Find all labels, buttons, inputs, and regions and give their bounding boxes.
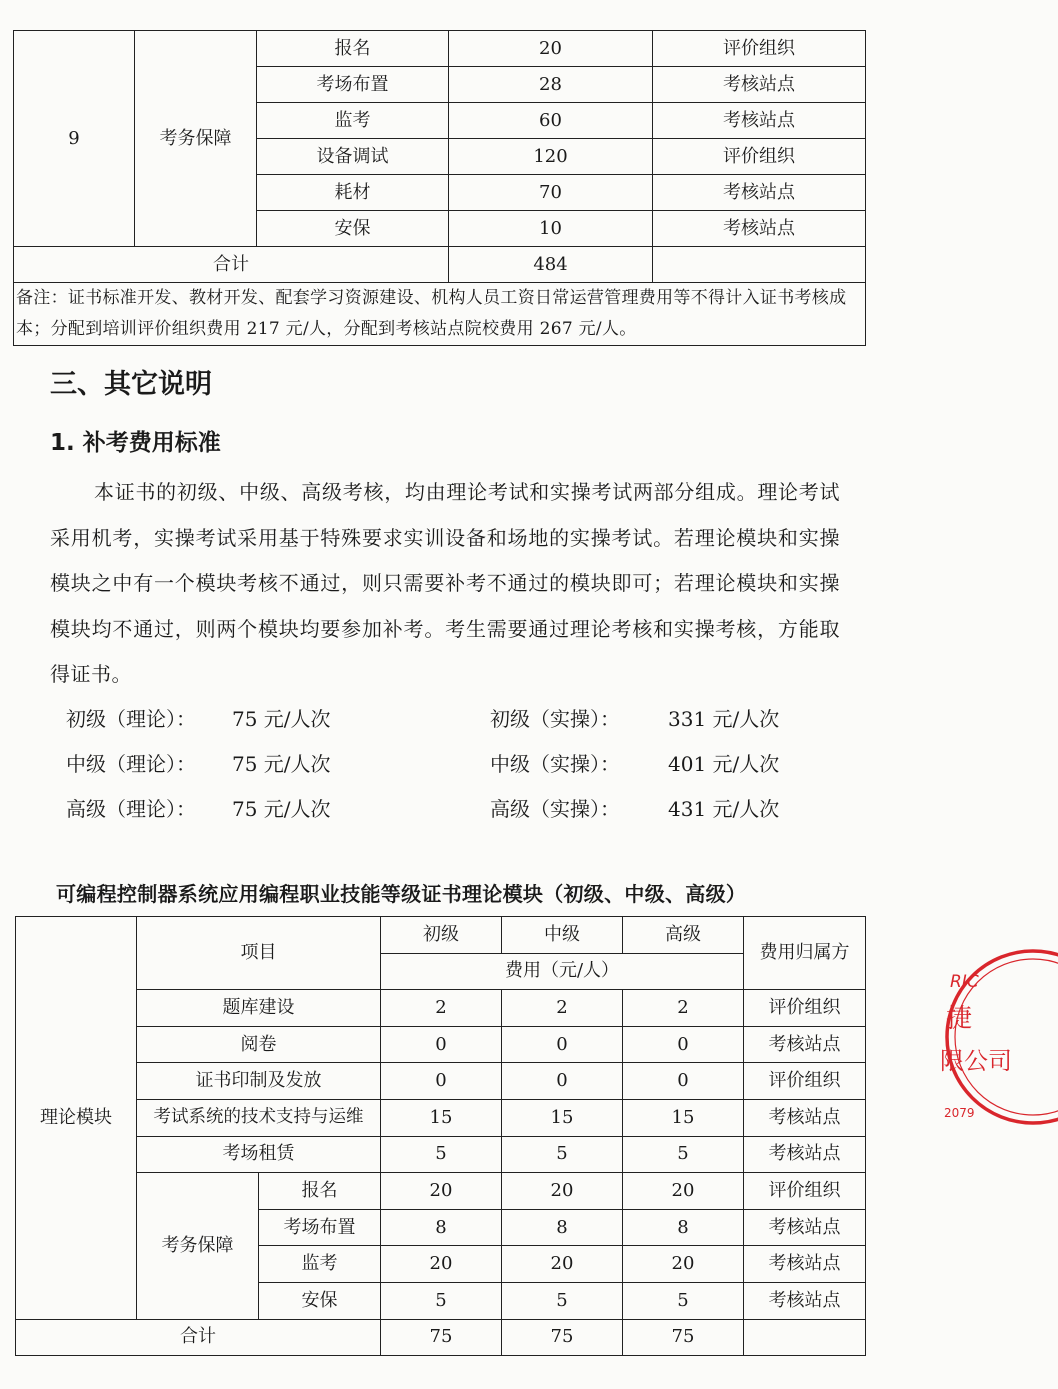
section-title: 三、其它说明 — [50, 369, 212, 400]
item-cell: 耗材 — [257, 175, 449, 211]
value-cell: 8 — [623, 1209, 744, 1246]
value-cell: 0 — [381, 1026, 502, 1063]
seal-text: 限公司 — [940, 1047, 1012, 1075]
fee-label: 中级（实操）： — [490, 752, 620, 776]
seal-text: RIC — [950, 972, 979, 992]
fee-item — [66, 703, 331, 732]
owner-cell: 考核站点 — [653, 211, 866, 247]
value-cell: 15 — [502, 1099, 623, 1136]
header-level: 高级 — [623, 917, 744, 954]
fee-value: 75 元/人次 — [232, 707, 331, 731]
fee-table-continued — [13, 30, 866, 346]
value-cell: 0 — [502, 1026, 623, 1063]
value-cell: 8 — [502, 1209, 623, 1246]
owner-cell: 考核站点 — [653, 175, 866, 211]
module-name: 理论模块 — [16, 917, 137, 1320]
total-value: 484 — [449, 247, 653, 283]
item-cell: 报名 — [257, 31, 449, 67]
value-cell: 2 — [623, 990, 744, 1027]
value-cell: 2 — [381, 990, 502, 1027]
item-cell: 安保 — [257, 211, 449, 247]
seal-text: 2079 — [944, 1106, 975, 1120]
owner-cell: 考核站点 — [744, 1026, 866, 1063]
header-level: 初级 — [381, 917, 502, 954]
body-paragraph: 本证书的初级、中级、高级考核，均由理论考试和实操考试两部分组成。理论考试采用机考，实操考试采用基于特殊要求实训设备和场地的实操考试。若理论模块和实操模块之中有一个模块考核不通过，则只需要补考不通过的模块即可；若理论模块和实操模块均不通过，则两个模块均要参加补考。考生需要通过理论考核和实操考核，方能取得证书。 — [50, 480, 840, 686]
cost-cell: 10 — [449, 211, 653, 247]
fee-label: 初级（理论）： — [66, 707, 196, 731]
value-cell: 5 — [381, 1136, 502, 1173]
owner-cell: 评价组织 — [744, 990, 866, 1027]
owner-cell: 评价组织 — [653, 31, 866, 67]
item-cell: 报名 — [259, 1173, 381, 1210]
owner-cell: 考核站点 — [744, 1099, 866, 1136]
group-name: 考务保障 — [137, 1173, 259, 1319]
value-cell: 5 — [502, 1136, 623, 1173]
header-owner: 费用归属方 — [744, 917, 866, 990]
fee-value: 431 元/人次 — [668, 797, 780, 821]
owner-cell: 评价组织 — [744, 1173, 866, 1210]
fee-value: 401 元/人次 — [668, 752, 780, 776]
header-item: 项目 — [137, 917, 381, 990]
owner-cell: 评价组织 — [744, 1063, 866, 1100]
fee-value: 75 元/人次 — [232, 797, 331, 821]
subsection-title: 1. 补考费用标准 — [50, 430, 221, 456]
theory-module-fee-table — [15, 916, 866, 1356]
value-cell: 5 — [502, 1282, 623, 1319]
seal-text: 捷 — [946, 1004, 973, 1034]
fee-value: 331 元/人次 — [668, 707, 780, 731]
value-cell: 15 — [623, 1099, 744, 1136]
fee-label: 高级（实操）： — [490, 797, 620, 821]
fee-label: 中级（理论）： — [66, 752, 196, 776]
group-number: 9 — [14, 31, 135, 247]
value-cell: 2 — [502, 990, 623, 1027]
cost-cell: 70 — [449, 175, 653, 211]
cost-cell: 20 — [449, 31, 653, 67]
item-cell: 阅卷 — [137, 1026, 381, 1063]
table-note: 备注：证书标准开发、教材开发、配套学习资源建设、机构人员工资日常运营管理费用等不得计入证书考核成本；分配到培训评价组织费用 217 元/人，分配到考核站点院校费用 267 元/人。 — [14, 283, 866, 346]
total-owner-empty — [744, 1319, 866, 1356]
header-level: 中级 — [502, 917, 623, 954]
fee-label: 高级（理论）： — [66, 797, 196, 821]
item-cell: 监考 — [257, 103, 449, 139]
fee-value: 75 元/人次 — [232, 752, 331, 776]
value-cell: 5 — [623, 1282, 744, 1319]
total-value: 75 — [623, 1319, 744, 1356]
fee-item — [490, 748, 779, 777]
value-cell: 0 — [381, 1063, 502, 1100]
value-cell: 20 — [502, 1173, 623, 1210]
item-cell: 考场租赁 — [137, 1136, 381, 1173]
value-cell: 8 — [381, 1209, 502, 1246]
header-fee-unit: 费用（元/人） — [381, 953, 744, 990]
owner-cell: 考核站点 — [744, 1282, 866, 1319]
fee-item — [66, 793, 331, 822]
owner-cell: 考核站点 — [744, 1209, 866, 1246]
fee-label: 初级（实操）： — [490, 707, 620, 731]
cost-cell: 120 — [449, 139, 653, 175]
value-cell: 0 — [623, 1063, 744, 1100]
value-cell: 20 — [381, 1173, 502, 1210]
value-cell: 0 — [502, 1063, 623, 1100]
group-name: 考务保障 — [135, 31, 257, 247]
value-cell: 20 — [623, 1246, 744, 1283]
total-label: 合计 — [14, 247, 449, 283]
item-cell: 监考 — [259, 1246, 381, 1283]
total-label: 合计 — [16, 1319, 381, 1356]
item-cell: 证书印制及发放 — [137, 1063, 381, 1100]
owner-cell: 考核站点 — [653, 103, 866, 139]
fee-item — [490, 703, 779, 732]
total-value: 75 — [381, 1319, 502, 1356]
total-value: 75 — [502, 1319, 623, 1356]
value-cell: 20 — [623, 1173, 744, 1210]
table-caption: 可编程控制器系统应用编程职业技能等级证书理论模块（初级、中级、高级） — [56, 882, 747, 906]
owner-cell: 考核站点 — [744, 1246, 866, 1283]
item-cell: 设备调试 — [257, 139, 449, 175]
owner-cell: 考核站点 — [653, 67, 866, 103]
value-cell: 0 — [623, 1026, 744, 1063]
company-seal — [928, 945, 1058, 1135]
cost-cell: 28 — [449, 67, 653, 103]
value-cell: 5 — [381, 1282, 502, 1319]
value-cell: 5 — [623, 1136, 744, 1173]
value-cell: 20 — [381, 1246, 502, 1283]
fee-item — [66, 748, 331, 777]
item-cell: 题库建设 — [137, 990, 381, 1027]
fee-item — [490, 793, 779, 822]
item-cell: 考场布置 — [257, 67, 449, 103]
total-owner-empty — [653, 247, 866, 283]
owner-cell: 考核站点 — [744, 1136, 866, 1173]
value-cell: 20 — [502, 1246, 623, 1283]
item-cell: 考试系统的技术支持与运维 — [137, 1099, 381, 1136]
cost-cell: 60 — [449, 103, 653, 139]
owner-cell: 评价组织 — [653, 139, 866, 175]
value-cell: 15 — [381, 1099, 502, 1136]
item-cell: 安保 — [259, 1282, 381, 1319]
item-cell: 考场布置 — [259, 1209, 381, 1246]
